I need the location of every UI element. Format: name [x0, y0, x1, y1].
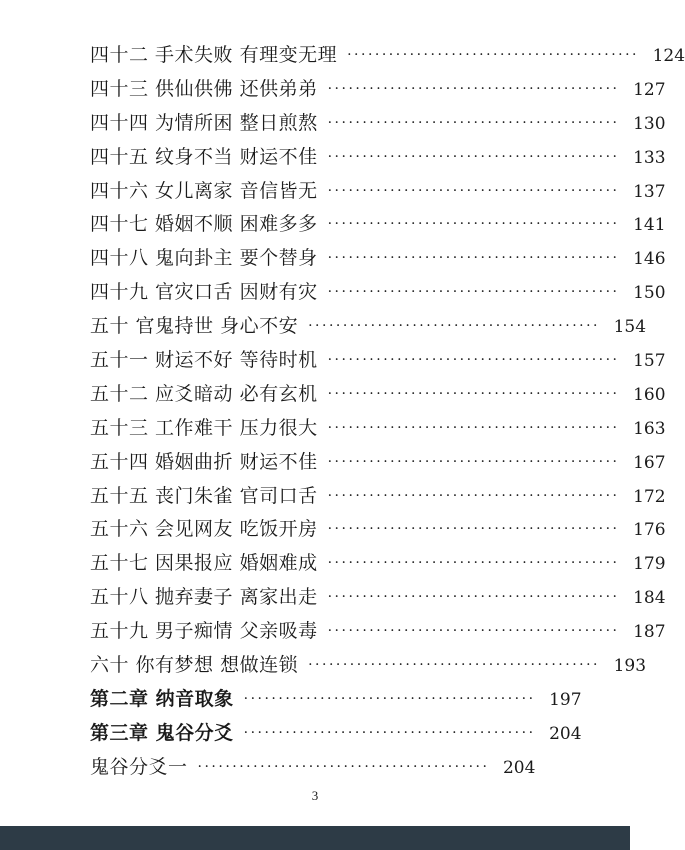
- toc-leader-dots: ··········································: [327, 453, 620, 470]
- toc-entry-title: 五十一 财运不好 等待时机: [90, 349, 318, 372]
- toc-entry-title: 五十二 应爻暗动 必有玄机: [90, 382, 318, 405]
- toc-leader-dots: ··········································: [243, 724, 536, 741]
- toc-leader-dots: ··········································: [327, 589, 620, 606]
- toc-entry-page: 154: [613, 317, 647, 338]
- toc-entry-page: 133: [633, 147, 666, 168]
- toc-entry-page: 176: [633, 520, 666, 541]
- toc-leader-dots: ··········································: [327, 284, 620, 301]
- toc-leader-dots: ··········································: [327, 521, 620, 538]
- toc-entry: [90, 447, 666, 481]
- toc-entry-title: 五十七 因果报应 婚姻难成: [90, 552, 318, 575]
- toc-entry-page: 163: [633, 418, 666, 439]
- toc-entry-page: 204: [549, 723, 582, 744]
- toc-entry-title: 五十 官鬼持世 身心不安: [90, 315, 299, 338]
- toc-entry-page: 146: [633, 249, 666, 270]
- toc-entry-title: 五十四 婚姻曲折 财运不佳: [90, 450, 318, 473]
- toc-entry: [90, 616, 666, 650]
- toc-entry-title: 五十三 工作难干 压力很大: [90, 416, 318, 439]
- toc-entry: [90, 108, 666, 142]
- table-of-contents: [90, 40, 685, 786]
- toc-leader-dots: ··········································: [197, 758, 490, 775]
- toc-leader-dots: ··········································: [327, 555, 620, 572]
- toc-entry: [90, 548, 666, 582]
- toc-leader-dots: ··········································: [327, 182, 620, 199]
- toc-entry: [90, 277, 666, 311]
- toc-entry-page: 160: [633, 384, 666, 405]
- toc-leader-dots: ··········································: [308, 657, 601, 674]
- toc-entry-page: 172: [633, 486, 666, 507]
- toc-entry-title: 四十二 手术失败 有理变无理: [90, 44, 338, 66]
- toc-entry-title: 鬼谷分爻一: [90, 755, 188, 778]
- toc-leader-dots: ··········································: [327, 216, 620, 233]
- toc-leader-dots: ··········································: [327, 352, 620, 369]
- toc-entry-page: 193: [613, 656, 647, 677]
- toc-entry-title: 四十九 官灾口舌 因财有灾: [90, 281, 318, 304]
- toc-entry-page: 127: [633, 79, 666, 100]
- toc-entry: [90, 582, 666, 616]
- viewer-footer-bar: [0, 826, 630, 850]
- toc-entry-title: 五十五 丧门朱雀 官司口舌: [90, 484, 318, 507]
- toc-entry-title: 四十六 女儿离家 音信皆无: [90, 179, 318, 202]
- toc-entry: [90, 684, 582, 718]
- toc-entry-title: 四十三 供仙供佛 还供弟弟: [90, 77, 318, 100]
- toc-leader-dots: ··········································: [327, 114, 620, 131]
- toc-entry-page: 197: [549, 689, 582, 710]
- toc-entry: [90, 752, 536, 786]
- toc-entry-page: 184: [633, 588, 666, 609]
- toc-leader-dots: ··········································: [327, 623, 620, 640]
- toc-entry: [90, 345, 666, 379]
- toc-entry: [90, 142, 666, 176]
- toc-entry-title: 四十四 为情所困 整日煎熬: [90, 111, 318, 134]
- toc-entry: [90, 413, 666, 447]
- toc-entry-title: 六十 你有梦想 想做连锁: [90, 654, 299, 677]
- toc-leader-dots: ··········································: [327, 419, 620, 436]
- toc-leader-dots: ··········································: [327, 385, 620, 402]
- toc-entry: [90, 176, 666, 210]
- toc-entry: [90, 243, 666, 277]
- toc-entry: [90, 514, 666, 548]
- toc-entry-title: 四十五 纹身不当 财运不佳: [90, 145, 318, 168]
- toc-leader-dots: ··········································: [327, 148, 620, 165]
- toc-leader-dots: ··········································: [327, 487, 620, 504]
- page-number: 3: [311, 788, 319, 803]
- toc-entry-page: 141: [633, 215, 666, 236]
- toc-entry-page: 204: [502, 757, 536, 778]
- toc-entry-page: 130: [633, 113, 666, 134]
- toc-entry-page: 137: [633, 181, 666, 202]
- toc-entry-page: 124: [652, 46, 685, 66]
- toc-entry: [90, 718, 582, 752]
- toc-entry: [90, 74, 666, 108]
- toc-entry-title: 四十八 鬼向卦主 要个替身: [90, 247, 318, 270]
- toc-entry-title: 第二章 纳音取象: [90, 687, 234, 710]
- toc-entry-title: 五十六 会见网友 吃饭开房: [90, 518, 318, 541]
- toc-entry: [90, 379, 666, 413]
- toc-leader-dots: ··········································: [347, 47, 640, 63]
- toc-entry: [90, 481, 666, 515]
- toc-entry-page: 167: [633, 452, 666, 473]
- toc-leader-dots: ··········································: [308, 318, 601, 335]
- toc-entry-title: 五十九 男子痴情 父亲吸毒: [90, 620, 318, 643]
- toc-entry: [90, 650, 647, 684]
- toc-leader-dots: ··········································: [327, 250, 620, 267]
- toc-entry-title: 第三章 鬼谷分爻: [90, 721, 234, 744]
- toc-entry-title: 四十七 婚姻不顺 困难多多: [90, 213, 318, 236]
- toc-entry: [90, 311, 647, 345]
- toc-entry-page: 187: [633, 622, 666, 643]
- toc-entry-title: 五十八 抛弃妻子 离家出走: [90, 586, 318, 609]
- toc-leader-dots: ··········································: [243, 690, 536, 707]
- toc-entry-page: 179: [633, 554, 666, 575]
- toc-entry-page: 150: [633, 283, 666, 304]
- toc-entry: [90, 40, 685, 74]
- toc-entry: [90, 209, 666, 243]
- toc-entry-page: 157: [633, 351, 666, 372]
- toc-leader-dots: ··········································: [327, 80, 620, 97]
